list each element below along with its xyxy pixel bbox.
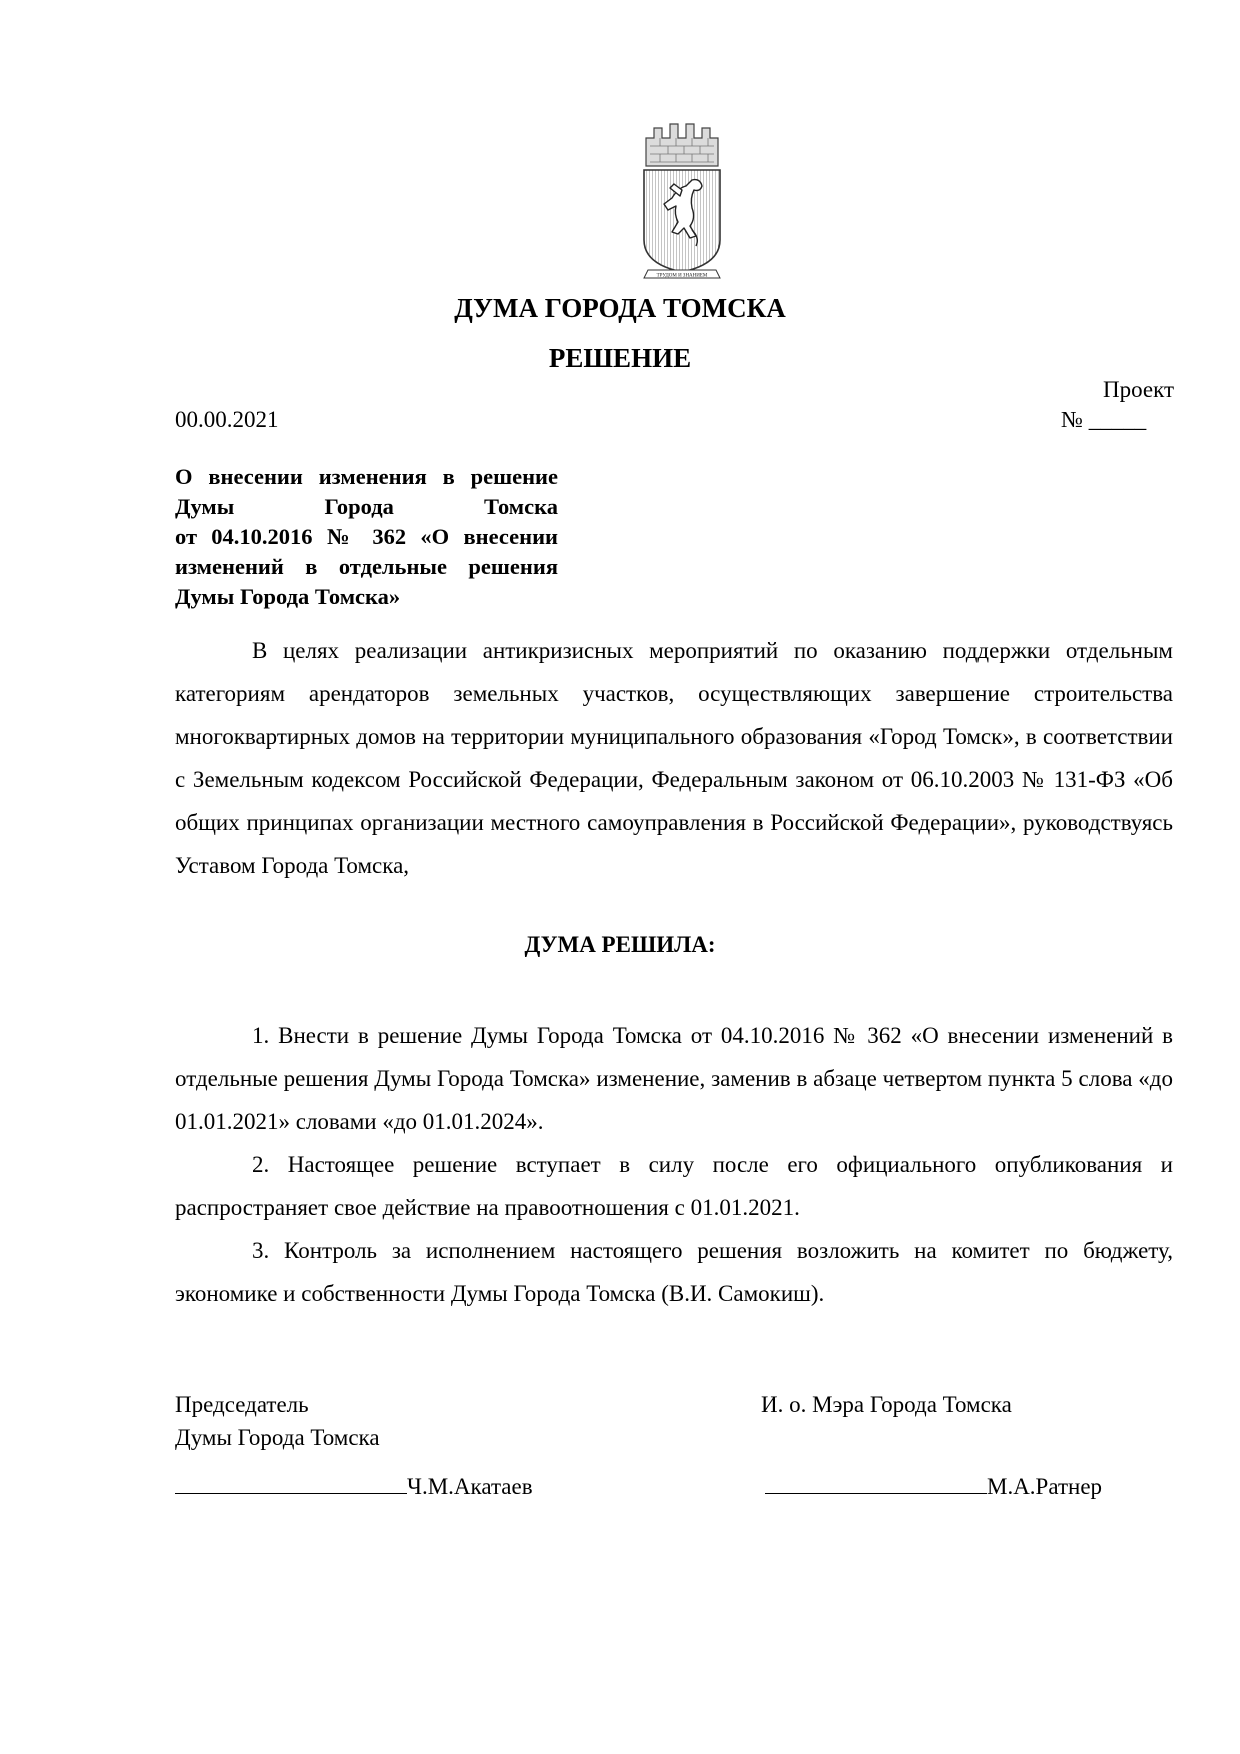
chairman-name: Ч.М.Акатаев — [407, 1474, 533, 1499]
document-date: 00.00.2021 — [175, 407, 279, 432]
resolution-item: 1. Внести в решение Думы Города Томска от 04.10.2016 № 362 «О внесении изменений в отдельные решения Думы Города Томска» изменение, заменив в абзаце четвертом пункта 5 слова «до 01.01.2021» словами «до 01.01.2024». — [175, 1023, 1173, 1134]
coat-of-arms-emblem — [640, 118, 724, 286]
subject-line: О внесении изменения в решение — [175, 464, 558, 489]
preamble — [175, 629, 1173, 887]
resolution-items — [175, 1014, 1173, 1315]
crest-motto: ТРУДОМ И ЗНАНИЕМ — [656, 273, 708, 279]
preamble-text: В целях реализации антикризисных мероприятий по оказанию поддержки отдельным категориям арендаторов земельных участков, осуществляющих завершение строительства многоквартирных домов на территории муниципального образования «Город Томск», в соответствии с Земельным кодексом Российской Федерации, Федеральным законом от 06.10.2003 № 131-ФЗ «Об общих принципах организации местного самоуправления в Российской Федерации», руководствуясь Уставом Города Томска, — [175, 638, 1173, 878]
mayor-name: М.А.Ратнер — [987, 1474, 1103, 1499]
document-subject — [175, 462, 558, 612]
resolved-heading: ДУМА РЕШИЛА: — [524, 932, 716, 957]
subject-line: от 04.10.2016 № 362 «О внесении — [175, 524, 558, 549]
chairman-signature-block — [175, 1388, 380, 1454]
mayor-signature-block — [761, 1388, 1012, 1421]
mayor-title: И. о. Мэра Города Томска — [761, 1392, 1012, 1417]
subject-line: изменений в отдельные решения — [175, 554, 558, 579]
signature-underline — [175, 1472, 407, 1494]
chairman-title-line-2: Думы Города Томска — [175, 1425, 380, 1450]
organization-title: ДУМА ГОРОДА ТОМСКА — [454, 293, 786, 323]
subject-line: Думы Города Томска — [175, 494, 558, 519]
chairman-title-line-1: Председатель — [175, 1392, 309, 1417]
draft-label: Проект — [1102, 377, 1174, 402]
subject-line: Думы Города Томска» — [175, 584, 401, 609]
chairman-signature-line — [175, 1472, 533, 1500]
resolution-item: 2. Настоящее решение вступает в силу после его официального опубликования и распространяет свое действие на правоотношения с 01.01.2021. — [175, 1152, 1173, 1220]
mayor-signature-line — [765, 1472, 1102, 1500]
document-number: № _____ — [1061, 407, 1147, 432]
resolution-item: 3. Контроль за исполнением настоящего решения возложить на комитет по бюджету, экономике и собственности Думы Города Томска (В.И. Самокиш). — [175, 1238, 1173, 1306]
crown-icon — [646, 124, 718, 166]
signature-underline — [765, 1472, 987, 1494]
document-type: РЕШЕНИЕ — [548, 343, 692, 373]
